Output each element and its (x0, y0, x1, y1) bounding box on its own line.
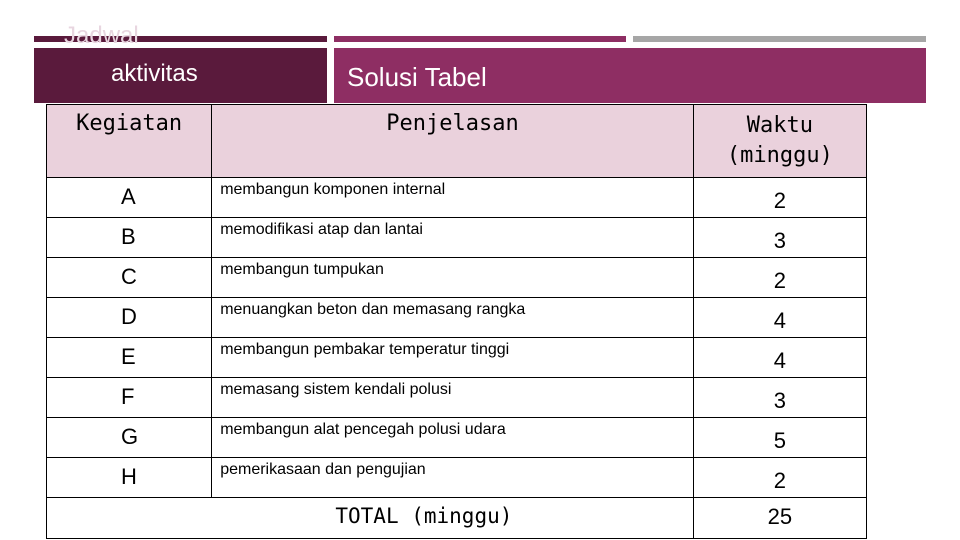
title-block-right (334, 48, 926, 103)
activity-cell: H (47, 458, 212, 498)
description-cell: membangun komponen internal (212, 178, 694, 218)
schedule-table (46, 104, 867, 539)
activity-cell: B (47, 218, 212, 258)
title-block-left (34, 22, 327, 103)
table-row (47, 338, 867, 378)
description-cell: membangun pembakar temperatur tinggi (212, 338, 694, 378)
title-cut-text: Jadwal (64, 22, 139, 49)
description-cell: pemerikasaan dan pengujian (212, 458, 694, 498)
activity-cell: E (47, 338, 212, 378)
column-header-weeks (693, 105, 866, 178)
table-row (47, 258, 867, 298)
title-left: aktivitas (111, 60, 198, 87)
description-cell: memodifikasi atap dan lantai (212, 218, 694, 258)
table-row (47, 178, 867, 218)
weeks-cell: 4 (693, 298, 866, 338)
description-cell: membangun tumpukan (212, 258, 694, 298)
column-header-activity: Kegiatan (47, 105, 212, 178)
activity-cell: F (47, 378, 212, 418)
description-cell: membangun alat pencegah polusi udara (212, 418, 694, 458)
activity-cell: A (47, 178, 212, 218)
accent-bar-right (633, 36, 926, 42)
weeks-cell: 3 (693, 378, 866, 418)
weeks-cell: 5 (693, 418, 866, 458)
table-row (47, 378, 867, 418)
accent-bar-middle (334, 36, 626, 42)
table-row (47, 298, 867, 338)
table-row (47, 458, 867, 498)
total-label: TOTAL (minggu) (47, 498, 694, 539)
weeks-cell: 2 (693, 458, 866, 498)
total-value: 25 (693, 498, 866, 539)
weeks-cell: 2 (693, 178, 866, 218)
table-row (47, 218, 867, 258)
activity-cell: C (47, 258, 212, 298)
table-header-row (47, 105, 867, 178)
column-header-weeks-label: Waktu (minggu) (726, 113, 833, 168)
description-cell: menuangkan beton dan memasang rangka (212, 298, 694, 338)
table-row (47, 418, 867, 458)
weeks-cell: 2 (693, 258, 866, 298)
total-row (47, 498, 867, 539)
weeks-cell: 3 (693, 218, 866, 258)
weeks-cell: 4 (693, 338, 866, 378)
description-cell: memasang sistem kendali polusi (212, 378, 694, 418)
column-header-description: Penjelasan (212, 105, 694, 178)
activity-cell: G (47, 418, 212, 458)
activity-cell: D (47, 298, 212, 338)
title-right: Solusi Tabel (347, 62, 487, 92)
